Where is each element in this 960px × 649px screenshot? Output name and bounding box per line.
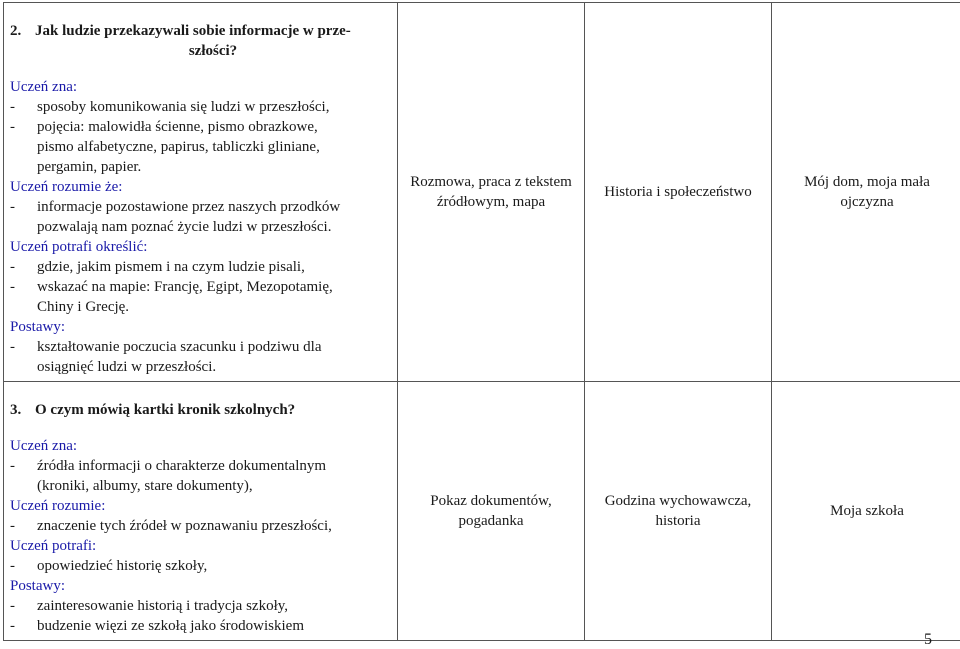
list-item xyxy=(10,456,391,496)
row1-heading xyxy=(10,21,391,61)
row1-subject xyxy=(585,182,771,202)
row1-subject-cell xyxy=(585,3,772,382)
list-dash: - xyxy=(10,558,15,574)
list-dash: - xyxy=(10,598,15,614)
list-dash: - xyxy=(10,259,15,275)
list-dash: - xyxy=(10,618,15,634)
cell-text-line: Moja szkoła xyxy=(830,503,904,519)
list-item-line: pozwalają nam poznać życie ludzi w przeszłości. xyxy=(37,219,332,235)
list-item-line: (kroniki, albumy, stare dokumenty), xyxy=(37,478,253,494)
table-row xyxy=(4,3,960,382)
list-item-line: źródła informacji o charakterze dokumentalnym xyxy=(37,458,327,474)
list-item xyxy=(10,596,391,616)
list-item-line: pojęcia: malowidła ścienne, pismo obrazkowe, xyxy=(37,119,318,135)
row2-number: 3. xyxy=(10,402,22,418)
list-item xyxy=(10,97,391,117)
list-dash: - xyxy=(10,99,15,115)
list-item-text xyxy=(37,97,391,117)
list-item-text xyxy=(37,516,391,536)
cell-text-line: Godzina wychowawcza, xyxy=(604,493,752,509)
row2-subject xyxy=(585,491,771,531)
cell-text-line: historia xyxy=(655,513,701,529)
row2-heading xyxy=(10,400,391,420)
cell-text-line: Historia i społeczeństwo xyxy=(604,184,752,200)
list-dash: - xyxy=(10,458,15,474)
list-item xyxy=(10,616,391,636)
row1-content-cell xyxy=(4,3,398,382)
cell-text-line: Pokaz dokumentów, xyxy=(430,493,552,509)
row1-title-line2: szłości? xyxy=(188,43,238,59)
list-item-line: Chiny i Grecję. xyxy=(37,299,130,315)
row2-sections xyxy=(10,436,391,636)
row1-sections xyxy=(10,77,391,377)
section-label: Uczeń rozumie: xyxy=(10,498,106,514)
row1-number: 2. xyxy=(10,23,22,39)
row2-title: O czym mówią kartki kronik szkolnych? xyxy=(35,402,296,418)
section-label: Postawy: xyxy=(10,578,66,594)
list-item-text xyxy=(37,277,391,317)
cell-text-line: Rozmowa, praca z tekstem xyxy=(410,174,572,190)
row2-content-cell xyxy=(4,382,398,641)
row1-topic-cell xyxy=(772,3,960,382)
list-dash: - xyxy=(10,518,15,534)
row2-topic-cell xyxy=(772,382,960,641)
list-dash: - xyxy=(10,119,15,135)
list-item-line: sposoby komunikowania się ludzi w przeszłości, xyxy=(37,99,330,115)
list-item xyxy=(10,337,391,377)
list-item-text xyxy=(37,337,391,377)
list-item-line: gdzie, jakim pismem i na czym ludzie pisali, xyxy=(37,259,305,275)
list-item-line: osiągnięć ludzi w przeszłości. xyxy=(37,359,217,375)
list-item-line: informacje pozostawione przez naszych przodków xyxy=(37,199,341,215)
row1-title-line1: Jak ludzie przekazywali sobie informacje w prze- xyxy=(35,23,351,39)
section-label: Uczeń rozumie że: xyxy=(10,179,123,195)
list-item-line: znaczenie tych źródeł w poznawaniu przeszłości, xyxy=(37,518,332,534)
cell-text-line: źródłowym, mapa xyxy=(436,194,546,210)
row1-methods xyxy=(398,172,584,212)
list-item-line: opowiedzieć historię szkoły, xyxy=(37,558,208,574)
section-label: Uczeń potrafi: xyxy=(10,538,97,554)
list-item-line: kształtowanie poczucia szacunku i podziwu dla xyxy=(37,339,322,355)
row2-content xyxy=(4,382,397,640)
list-item-text xyxy=(37,117,391,177)
cell-text-line: ojczyzna xyxy=(840,194,894,210)
section-label: Uczeń zna: xyxy=(10,79,78,95)
list-item-line: pergamin, papier. xyxy=(37,159,142,175)
list-item xyxy=(10,516,391,536)
list-item-line: pismo alfabetyczne, papirus, tabliczki gliniane, xyxy=(37,139,320,155)
list-item-line: wskazać na mapie: Francję, Egipt, Mezopotamię, xyxy=(37,279,333,295)
list-item-text xyxy=(37,456,391,496)
table-row xyxy=(4,382,960,641)
list-dash: - xyxy=(10,279,15,295)
cell-text-line: pogadanka xyxy=(458,513,524,529)
list-item xyxy=(10,257,391,277)
list-item xyxy=(10,117,391,177)
section-label: Postawy: xyxy=(10,319,66,335)
row2-methods xyxy=(398,491,584,531)
list-item-line: zainteresowanie historią i tradycja szkoły, xyxy=(37,598,289,614)
list-item-text xyxy=(37,197,391,237)
row1-content xyxy=(4,3,397,381)
row2-subject-cell xyxy=(585,382,772,641)
list-item-text xyxy=(37,596,391,616)
lesson-plan-table xyxy=(3,2,960,641)
row1-topic xyxy=(772,172,960,212)
list-item-text xyxy=(37,616,391,636)
row1-methods-cell xyxy=(398,3,585,382)
cell-text-line: Mój dom, moja mała xyxy=(804,174,930,190)
section-label: Uczeń zna: xyxy=(10,438,78,454)
row2-methods-cell xyxy=(398,382,585,641)
list-item xyxy=(10,277,391,317)
list-item-line: budzenie więzi ze szkołą jako środowiskiem xyxy=(37,618,304,634)
list-item xyxy=(10,556,391,576)
list-dash: - xyxy=(10,199,15,215)
list-item-text xyxy=(37,556,391,576)
section-label: Uczeń potrafi określić: xyxy=(10,239,148,255)
list-item-text xyxy=(37,257,391,277)
list-dash: - xyxy=(10,339,15,355)
row1-title xyxy=(30,21,391,61)
list-item xyxy=(10,197,391,237)
row2-topic xyxy=(772,501,960,521)
page-number: 5 xyxy=(924,631,932,648)
